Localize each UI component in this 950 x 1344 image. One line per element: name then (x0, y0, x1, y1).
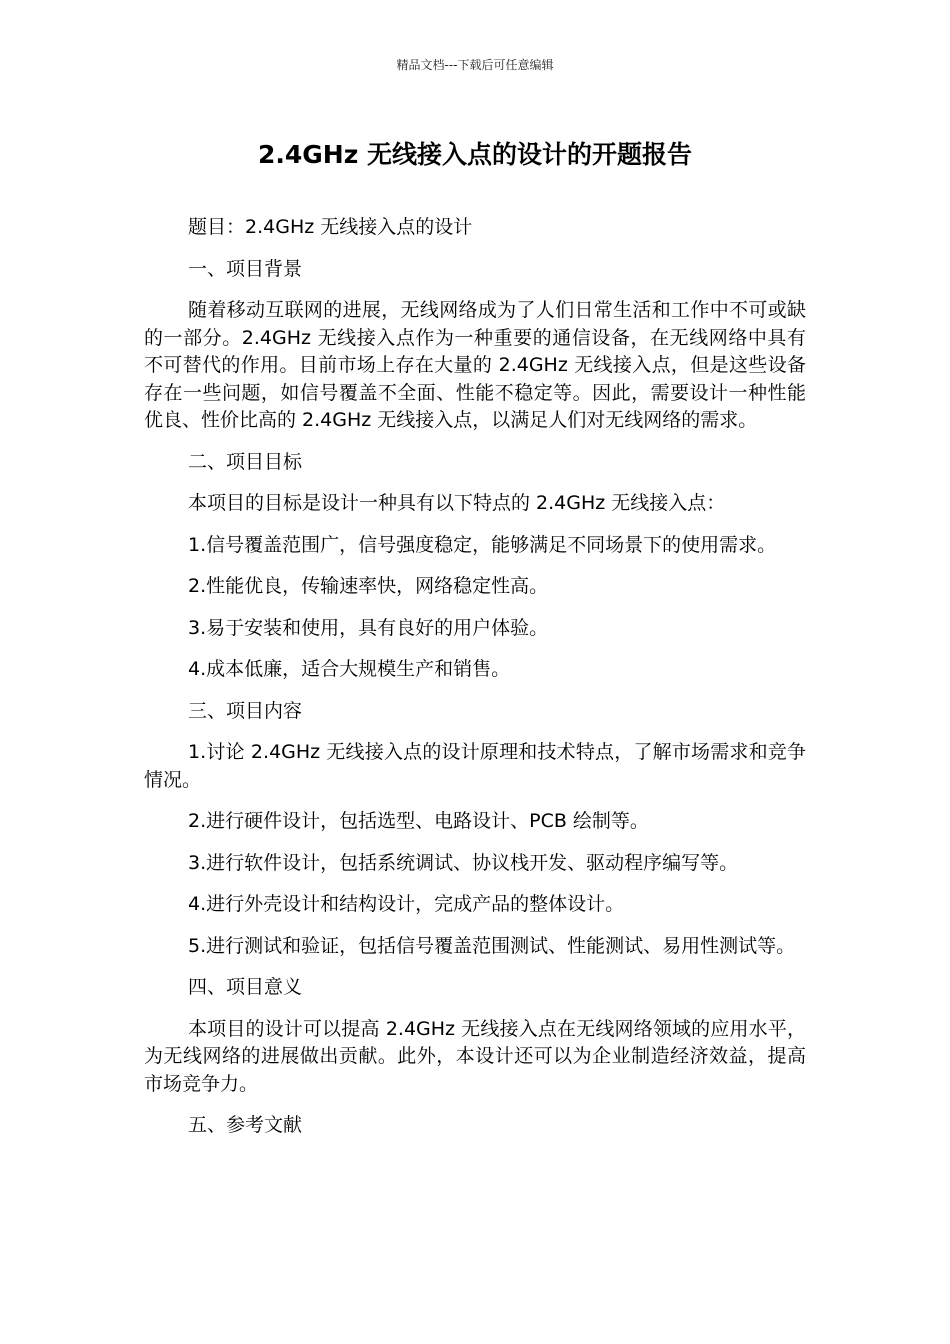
content-item-5: 5.进行测试和验证，包括信号覆盖范围测试、性能测试、易用性测试等。 (188, 934, 796, 957)
section-heading-background: 一、项目背景 (188, 257, 303, 280)
content-item-3: 3.进行软件设计，包括系统调试、协议栈开发、驱动程序编写等。 (188, 851, 739, 874)
goal-item-4: 4.成本低廉，适合大规模生产和销售。 (188, 658, 511, 680)
goal-item-3: 3.易于安装和使用，具有良好的用户体验。 (188, 616, 549, 639)
content-item-2: 2.进行硬件设计，包括选型、电路设计、PCB 绘制等。 (188, 810, 649, 832)
content-item-1: 1.讨论 2.4GHz 无线接入点的设计原理和技术特点，了解市场需求和竞争情况。 (144, 741, 806, 791)
document-title: 2.4GHz 无线接入点的设计的开题报告 (258, 140, 692, 169)
header-note: 精品文档---下载后可任意编辑 (396, 58, 554, 72)
section-heading-goals: 二、项目目标 (188, 450, 303, 473)
goal-item-1: 1.信号覆盖范围广，信号强度稳定，能够满足不同场景下的使用需求。 (188, 533, 777, 556)
section-heading-significance: 四、项目意义 (188, 976, 303, 998)
content-item-4: 4.进行外壳设计和结构设计，完成产品的整体设计。 (188, 893, 625, 915)
section-heading-references: 五、参考文献 (188, 1114, 303, 1136)
topic-line: 题目：2.4GHz 无线接入点的设计 (188, 216, 473, 238)
goal-item-2: 2.性能优良，传输速率快，网络稳定性高。 (188, 575, 549, 597)
section-heading-content: 三、项目内容 (188, 699, 303, 722)
goals-intro: 本项目的目标是设计一种具有以下特点的 2.4GHz 无线接入点： (188, 492, 726, 514)
significance-paragraph: 本项目的设计可以提高 2.4GHz 无线接入点在无线网络领域的应用水平，为无线网络的进展做出贡献。此外，本设计还可以为企业制造经济效益，提高市场竞争力。 (144, 1017, 806, 1095)
background-paragraph: 随着移动互联网的进展，无线网络成为了人们日常生活和工作中不可或缺的一部分。2.4GHz 无线接入点作为一种重要的通信设备，在无线网络中具有不可替代的作用。目前市场上存在大量的 2.4GHz 无线接入点，但是这些设备存在一些问题，如信号覆盖不全面、性能不稳定等。因此，需要设计一种性能优良、性价比高的 2.4GHz 无线接入点，以满足人们对无线网络的需求。 (144, 299, 806, 431)
document-body (144, 214, 806, 1154)
